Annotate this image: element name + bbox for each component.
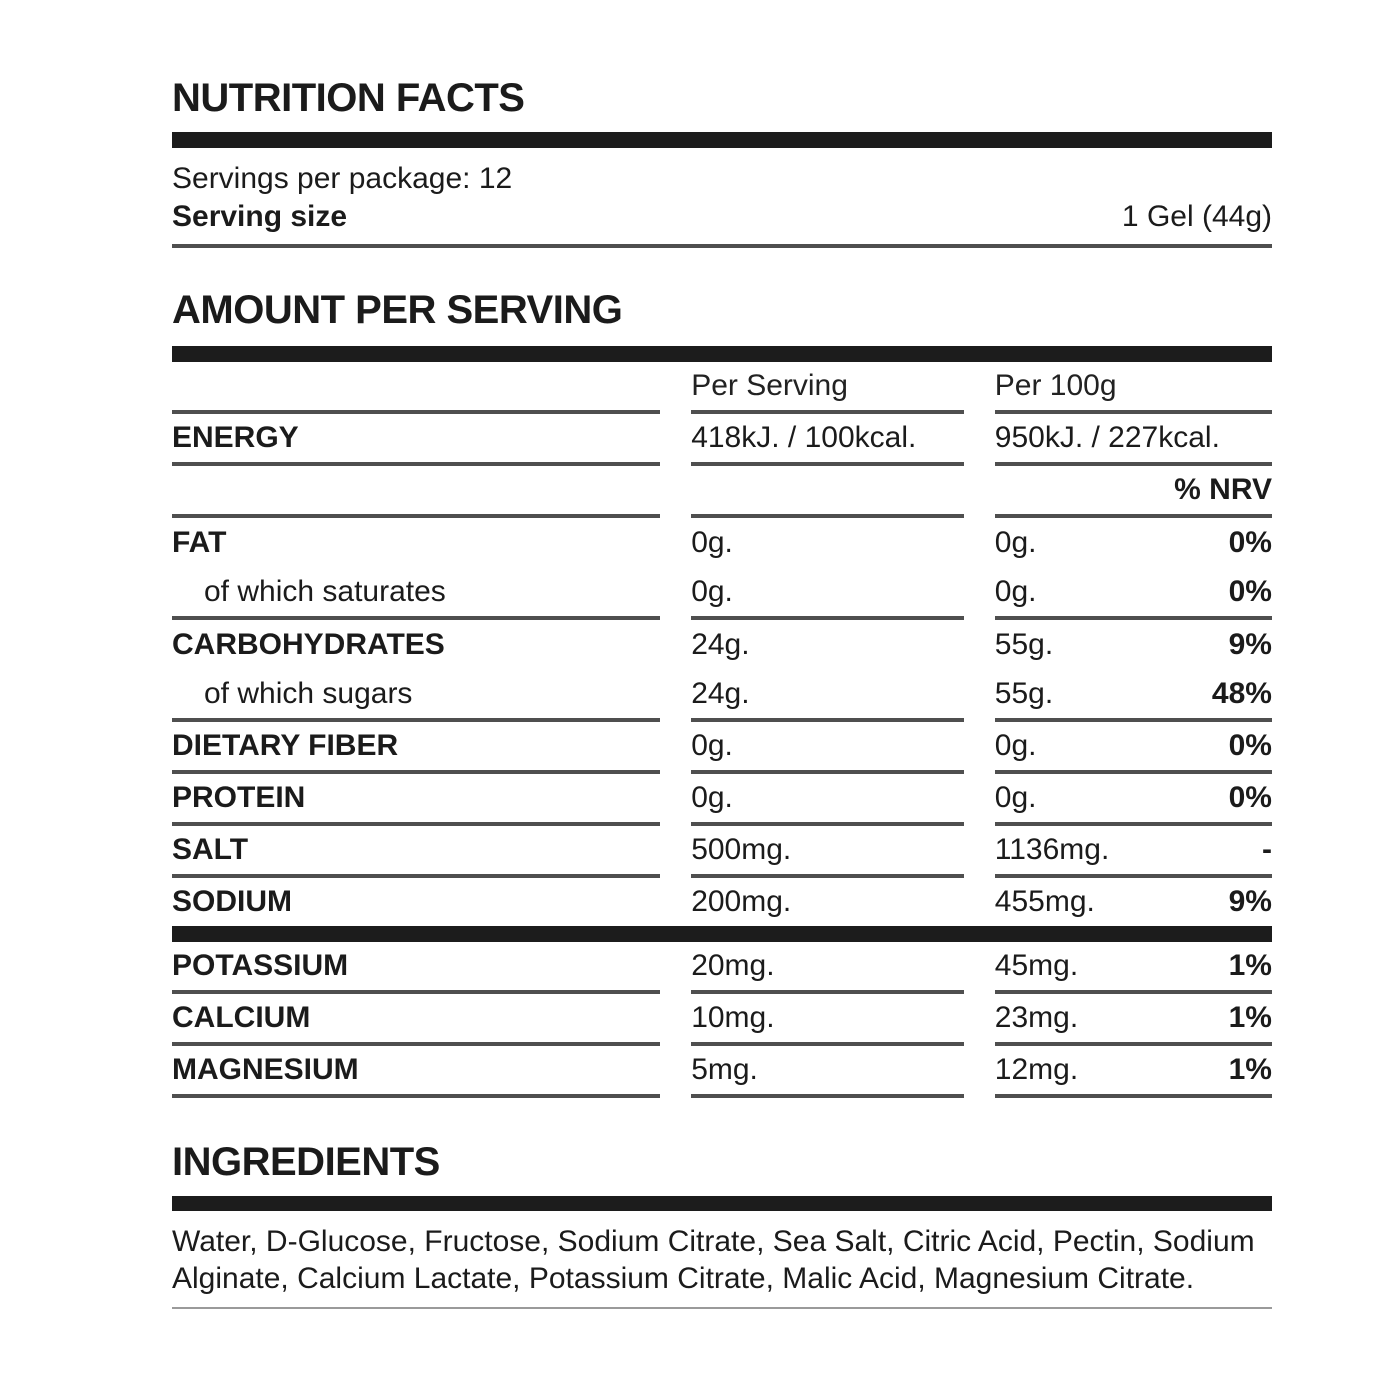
protein-nrv: 0% — [1228, 781, 1272, 814]
potassium-per-serving: 20mg. — [691, 942, 964, 994]
table-group-carbohydrates — [172, 620, 1272, 722]
sugars-per-serving: 24g. — [691, 676, 750, 710]
fat-per-serving: 0g. — [691, 525, 733, 559]
table-row-magnesium — [172, 1046, 1272, 1098]
sodium-per-100g: 455mg. — [994, 885, 1095, 918]
serving-info — [172, 148, 1272, 244]
table-row-calcium — [172, 994, 1272, 1046]
carbohydrates-per-100g: 55g. — [994, 627, 1054, 661]
dietary-fiber-per-serving: 0g. — [691, 722, 964, 774]
sodium-label: SODIUM — [172, 885, 292, 918]
serving-size-value: 1 Gel (44g) — [1121, 200, 1272, 233]
header-per-100g: Per 100g — [995, 362, 1272, 414]
magnesium-per-serving: 5mg. — [691, 1046, 964, 1098]
carbohydrates-per-serving: 24g. — [691, 627, 750, 661]
protein-per-serving: 0g. — [691, 774, 964, 826]
table-row-energy — [172, 414, 1272, 466]
table-row-dietary-fiber — [172, 722, 1272, 774]
header-per-serving: Per Serving — [691, 362, 964, 414]
sodium-nrv: 9% — [1228, 885, 1272, 918]
protein-per-100g: 0g. — [994, 781, 1037, 814]
protein-label: PROTEIN — [172, 774, 660, 826]
sodium-per-serving: 200mg. — [691, 885, 792, 918]
serving-size-label: Serving size — [172, 200, 348, 233]
energy-per-100g: 950kJ. / 227kcal. — [995, 414, 1272, 466]
magnesium-label: MAGNESIUM — [172, 1046, 660, 1098]
amount-per-serving-title: AMOUNT PER SERVING — [172, 288, 623, 332]
saturates-per-100g: 0g. — [994, 574, 1037, 608]
carbohydrates-label: CARBOHYDRATES — [172, 627, 445, 661]
saturates-nrv: 0% — [1228, 574, 1272, 608]
calcium-per-100g: 23mg. — [994, 1001, 1079, 1034]
magnesium-per-100g: 12mg. — [994, 1053, 1079, 1086]
sugars-label: of which sugars — [204, 676, 413, 710]
carbohydrates-nrv: 9% — [1228, 627, 1272, 661]
magnesium-nrv: 1% — [1228, 1053, 1272, 1086]
ingredients-title: INGREDIENTS — [172, 1140, 440, 1184]
servings-per-package: Servings per package: 12 — [172, 162, 513, 195]
potassium-nrv: 1% — [1228, 949, 1272, 982]
divider-bar-ingredients — [172, 1196, 1272, 1211]
table-row-protein — [172, 774, 1272, 826]
table-row-potassium — [172, 942, 1272, 994]
potassium-per-100g: 45mg. — [994, 949, 1079, 982]
saturates-label: of which saturates — [204, 574, 446, 608]
nutrition-facts-title: NUTRITION FACTS — [172, 76, 525, 120]
bottom-divider — [172, 1307, 1272, 1309]
salt-per-100g: 1136mg. — [994, 833, 1110, 866]
dietary-fiber-label: DIETARY FIBER — [172, 722, 660, 774]
divider-bar-amount — [172, 346, 1272, 362]
energy-per-serving: 418kJ. / 100kcal. — [691, 414, 964, 466]
dietary-fiber-per-100g: 0g. — [994, 729, 1037, 762]
salt-label: SALT — [172, 826, 660, 878]
divider-bar-top — [172, 132, 1272, 148]
ingredients-list: Water, D-Glucose, Fructose, Sodium Citrate, Sea Salt, Citric Acid, Pectin, Sodium Alginate, Calcium Lactate, Potassium Citrate, Malic Acid, Magnesium Citrate. — [172, 1225, 1255, 1295]
table-row-nrv-header — [172, 466, 1272, 518]
nutrition-label — [172, 76, 1272, 1309]
table-group-fat — [172, 518, 1272, 620]
nutrition-table — [172, 362, 1272, 1098]
energy-label: ENERGY — [172, 414, 660, 466]
salt-per-serving: 500mg. — [691, 826, 964, 878]
saturates-per-serving: 0g. — [691, 574, 733, 608]
table-header-row — [172, 362, 1272, 414]
salt-nrv: - — [1261, 833, 1272, 866]
fat-per-100g: 0g. — [994, 525, 1037, 559]
calcium-per-serving: 10mg. — [691, 994, 964, 1046]
fat-nrv: 0% — [1228, 525, 1272, 559]
dietary-fiber-nrv: 0% — [1228, 729, 1272, 762]
serving-size-row — [172, 198, 1272, 236]
fat-label: FAT — [172, 525, 227, 559]
header-empty-cell — [172, 362, 660, 414]
calcium-label: CALCIUM — [172, 994, 660, 1046]
divider-bar-minerals — [172, 926, 1272, 942]
serving-divider — [172, 244, 1272, 248]
sugars-nrv: 48% — [1211, 676, 1272, 710]
calcium-nrv: 1% — [1228, 1001, 1272, 1034]
potassium-label: POTASSIUM — [172, 942, 660, 994]
table-row-salt — [172, 826, 1272, 878]
nrv-header: % NRV — [1174, 473, 1272, 506]
table-row-sodium — [172, 878, 1272, 926]
sugars-per-100g: 55g. — [994, 676, 1054, 710]
